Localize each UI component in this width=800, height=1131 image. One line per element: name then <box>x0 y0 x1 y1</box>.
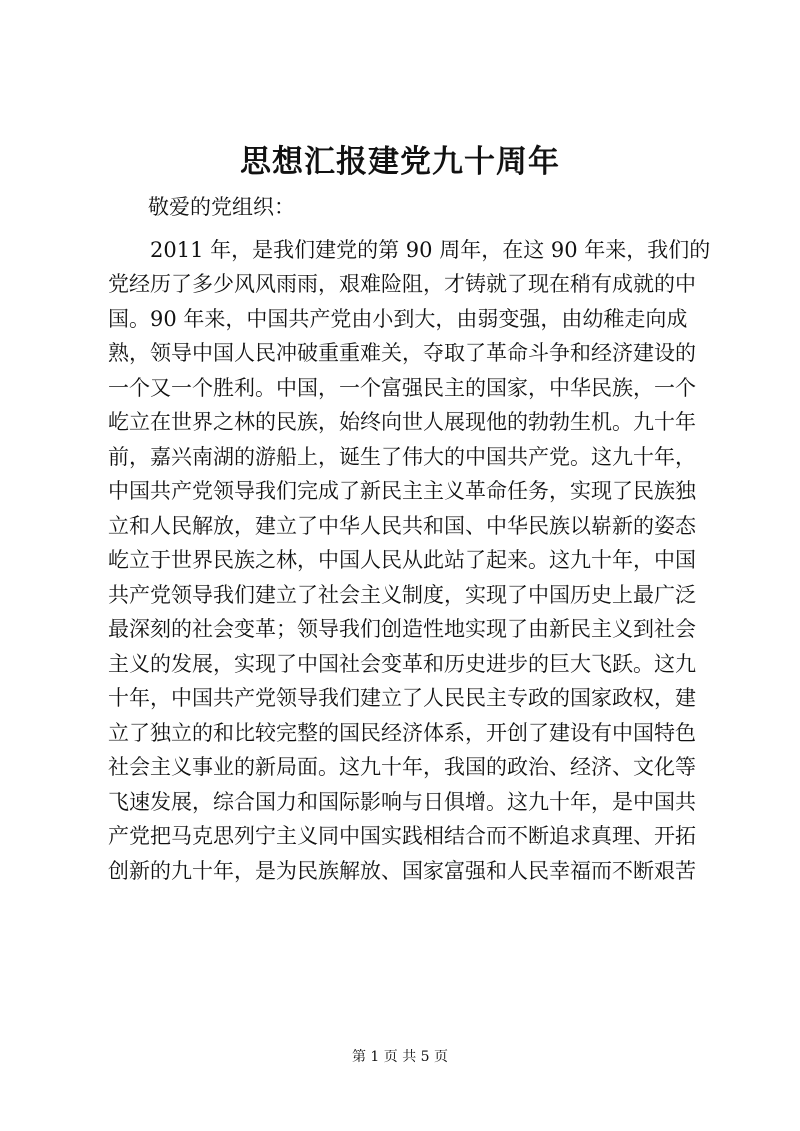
document-title: 思想汇报建党九十周年 <box>240 144 560 180</box>
body-line: 2011 年，是我们建党的第 90 周年，在这 90 年来，我们的 <box>108 238 711 262</box>
body-line: 国。90 年来，中国共产党由小到大，由弱变强，由幼稚走向成 <box>108 307 688 331</box>
body-line: 屹立于世界民族之林，中国人民从此站了起来。这九十年，中国 <box>108 548 696 572</box>
body-line: 产党把马克思列宁主义同中国实践相结合而不断追求真理、开拓 <box>108 824 696 848</box>
page-footer: 第 1 页 共 5 页 <box>351 1049 449 1065</box>
salutation: 敬爱的党组织： <box>148 195 295 219</box>
body-line: 最深刻的社会变革；领导我们创造性地实现了由新民主义到社会 <box>108 617 696 641</box>
body-line: 创新的九十年，是为民族解放、国家富强和人民幸福而不断艰苦 <box>108 859 696 883</box>
body-line: 主义的发展，实现了中国社会变革和历史进步的巨大飞跃。这九 <box>108 652 696 676</box>
body-line: 屹立在世界之林的民族，始终向世人展现他的勃勃生机。九十年 <box>108 410 696 434</box>
body-line: 十年，中国共产党领导我们建立了人民民主专政的国家政权，建 <box>108 686 696 710</box>
body-line: 党经历了多少风风雨雨，艰难险阻，才铸就了现在稍有成就的中 <box>108 272 696 296</box>
body-line: 立和人民解放，建立了中华人民共和国、中华民族以崭新的姿态 <box>108 514 696 538</box>
body-line: 前，嘉兴南湖的游船上，诞生了伟大的中国共产党。这九十年， <box>108 445 696 469</box>
body-line: 中国共产党领导我们完成了新民主主义革命任务，实现了民族独 <box>108 479 696 503</box>
body-line: 熟，领导中国人民冲破重重难关，夺取了革命斗争和经济建设的 <box>108 341 696 365</box>
body-line: 社会主义事业的新局面。这九十年，我国的政治、经济、文化等 <box>108 755 696 779</box>
body-line: 共产党领导我们建立了社会主义制度，实现了中国历史上最广泛 <box>108 583 696 607</box>
body-line: 飞速发展，综合国力和国际影响与日俱增。这九十年，是中国共 <box>108 790 696 814</box>
body-line: 一个又一个胜利。中国，一个富强民主的国家，中华民族，一个 <box>108 376 696 400</box>
body-line: 立了独立的和比较完整的国民经济体系，开创了建设有中国特色 <box>108 721 696 745</box>
